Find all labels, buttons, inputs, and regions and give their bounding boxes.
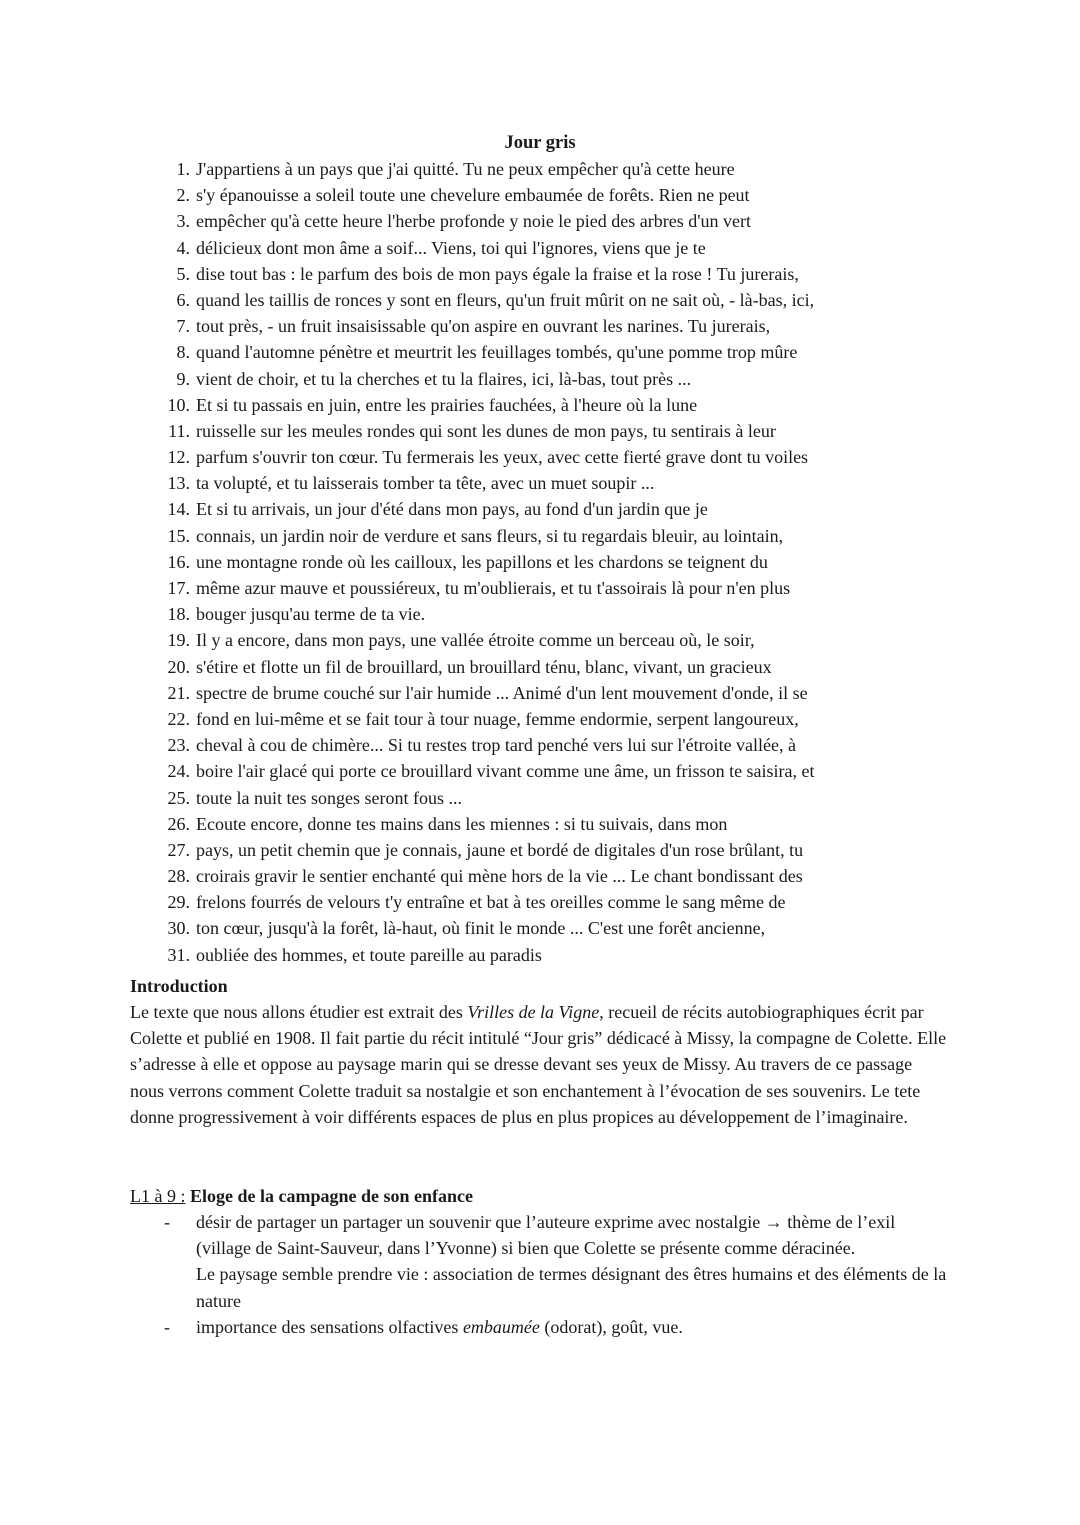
document-title: Jour gris [504, 133, 576, 153]
line-text: pays, un petit chemin que je connais, jaune et bordé de digitales d'un rose brûlant, tu [196, 839, 804, 860]
line-text: quand l'automne pénètre et meurtrit les feuillages tombés, qu'une pomme trop mûre [196, 342, 798, 363]
line-text: dise tout bas : le parfum des bois de mon pays égale la fraise et la rose ! Tu jurerais, [196, 263, 799, 284]
line-number: 10. [167, 394, 190, 415]
poem-line [150, 313, 1010, 339]
line-number: 21. [167, 682, 190, 703]
line-text: quand les taillis de ronces y sont en fleurs, qu'un fruit mûrit on ne sait où, - là-bas, ici, [196, 289, 815, 310]
poem-text [150, 156, 1010, 968]
line-text: ruisselle sur les meules rondes qui sont les dunes de mon pays, tu sentirais à leur [196, 420, 776, 441]
poem-line [150, 680, 1010, 706]
line-number: 1. [176, 159, 190, 179]
line-number: 28. [167, 866, 190, 887]
poem-line [150, 261, 1010, 287]
introduction-text-end: , recueil de récits autobiographiques écrit par Colette et publié en 1908. Il fait partie du récit intitulé “Jour gris” dédicacé à Missy, la compagne de Colette. Elle s’adresse à elle et oppose au paysage marin qui se dresse devant ses yeux de Missy. Au travers de ce passage nous verrons comment Colette traduit sa nostalgie et son enchantement à l’évocation de ses souvenirs. Le tete donne progressivement à voir différents espaces de plus en plus propices au développement de l’imaginaire. [130, 1002, 947, 1127]
line-text: Il y a encore, dans mon pays, une vallée étroite comme un berceau où, le soir, [196, 630, 755, 651]
poem-line [150, 156, 1010, 182]
poem-line [150, 601, 1010, 627]
line-number: 16. [167, 551, 190, 572]
line-text: frelons fourrés de velours t'y entraîne et bat à tes oreilles comme le sang même de [196, 892, 786, 913]
line-text: J'appartiens à un pays que j'ai quitté. Tu ne peux empêcher qu'à cette heure [196, 159, 735, 179]
poem-line [150, 366, 1010, 392]
poem-line [150, 496, 1010, 522]
line-number: 20. [167, 656, 190, 677]
line-number: 7. [176, 316, 190, 337]
line-number: 22. [167, 708, 190, 729]
section-title: Eloge de la campagne de son enfance [190, 1186, 473, 1206]
poem-line [150, 706, 1010, 732]
line-number: 11. [168, 420, 190, 441]
line-text: s'étire et flotte un fil de brouillard, un brouillard ténu, blanc, vivant, un gracieux [196, 656, 772, 677]
analysis-bullet-list [130, 1209, 950, 1340]
line-text: vient de choir, et tu la cherches et tu la flaires, ici, là-bas, tout près ... [196, 368, 692, 389]
poem-line [150, 915, 1010, 941]
line-text: tout près, - un fruit insaisissable qu'on aspire en ouvrant les narines. Tu jurerais, [196, 316, 771, 337]
line-text: fond en lui-même et se fait tour à tour nuage, femme endormie, serpent langoureux, [196, 708, 799, 729]
bullet-dash: - [164, 1212, 170, 1232]
poem-line [150, 863, 1010, 889]
line-number: 31. [167, 944, 190, 965]
line-text: Et si tu arrivais, un jour d'été dans mon pays, au fond d'un jardin que je [196, 499, 708, 520]
italic-term: embaumée [462, 1316, 540, 1337]
line-number: 9. [176, 368, 190, 389]
line-number: 23. [167, 735, 190, 756]
line-text: délicieux dont mon âme a soif... Viens, toi qui l'ignores, viens que je te [196, 237, 706, 258]
poem-line [150, 889, 1010, 915]
line-number: 15. [167, 525, 190, 546]
introduction-heading: Introduction [130, 976, 228, 996]
poem-line [150, 575, 1010, 601]
line-text: croirais gravir le sentier enchanté qui mène hors de la vie ... Le chant bondissant des [196, 866, 803, 887]
poem-line [150, 654, 1010, 680]
line-text: parfum s'ouvrir ton cœur. Tu fermerais les yeux, avec cette fierté grave dont tu voiles [196, 447, 809, 468]
line-text: ta volupté, et tu laisserais tomber ta tête, avec un muet soupir ... [196, 473, 655, 494]
introduction-text-start: Le texte que nous allons étudier est extrait des [130, 1002, 468, 1022]
poem-line [150, 549, 1010, 575]
line-number: 8. [176, 342, 190, 363]
line-text: Et si tu passais en juin, entre les prairies fauchées, à l'heure où la lune [196, 394, 698, 415]
line-number: 5. [176, 263, 190, 284]
poem-line [150, 339, 1010, 365]
line-text: toute la nuit tes songes seront fous ... [196, 787, 462, 808]
line-number: 29. [167, 892, 190, 913]
poem-line [150, 470, 1010, 496]
poem-line [150, 208, 1010, 234]
bullet-text [196, 1314, 950, 1340]
poem-line [150, 785, 1010, 811]
line-text: s'y épanouisse a soleil toute une chevelure embaumée de forêts. Rien ne peut [196, 185, 750, 206]
line-number: 27. [167, 839, 190, 860]
poem-line [150, 523, 1010, 549]
line-number: 25. [167, 787, 190, 808]
bullet-continuation: Le paysage semble prendre vie : association de termes désignant des êtres humains et des éléments de la nature [196, 1264, 947, 1311]
poem-line [150, 418, 1010, 444]
line-number: 14. [167, 499, 190, 520]
bullet-dash: - [164, 1316, 170, 1337]
introduction-paragraph [130, 999, 950, 1130]
line-number: 3. [176, 211, 190, 232]
poem-line [150, 627, 1010, 653]
line-text: même azur mauve et poussiéreux, tu m'oublierais, et tu t'assoirais là pour n'en plus [196, 578, 791, 598]
line-text: cheval à cou de chimère... Si tu restes trop tard penché vers lui sur l'étroite vallée, à [196, 735, 797, 756]
bullet-text: désir de partager un partager un souvenir que l’auteure exprime avec nostalgie → thème de l’exil (village de Saint-Sauveur, dans l’Yvonne) si bien que Colette se présente comme déracinée. [196, 1212, 896, 1259]
poem-line [150, 758, 1010, 784]
line-text: connais, un jardin noir de verdure et sans fleurs, si tu regardais bleuir, au lointain, [196, 525, 784, 546]
line-number: 18. [167, 604, 190, 625]
line-number: 13. [167, 473, 190, 494]
line-number: 6. [176, 289, 190, 310]
line-reference: L1 à 9 : [130, 1186, 186, 1206]
list-item [130, 1314, 950, 1340]
poem-line [150, 732, 1010, 758]
line-text: oubliée des hommes, et toute pareille au paradis [196, 944, 542, 965]
list-item [130, 1209, 950, 1314]
poem-line [150, 444, 1010, 470]
poem-line [150, 235, 1010, 261]
line-number: 17. [167, 578, 190, 598]
line-text: une montagne ronde où les cailloux, les papillons et les chardons se teignent du [196, 551, 768, 572]
line-text: Ecoute encore, donne tes mains dans les miennes : si tu suivais, dans mon [196, 813, 728, 834]
poem-line [150, 811, 1010, 837]
line-text: bouger jusqu'au terme de ta vie. [196, 604, 426, 625]
line-number: 12. [167, 447, 190, 468]
section-heading [130, 1183, 473, 1209]
poem-line [150, 182, 1010, 208]
line-number: 24. [167, 761, 190, 782]
bullet-text-start: importance des sensations olfactives [196, 1316, 463, 1337]
poem-line [150, 942, 1010, 968]
line-text: boire l'air glacé qui porte ce brouillard vivant comme une âme, un frisson te saisira, et [196, 761, 815, 782]
poem-line [150, 287, 1010, 313]
line-number: 30. [167, 918, 190, 939]
bullet-text-end: (odorat), goût, vue. [539, 1316, 683, 1337]
book-title: Vrilles de la Vigne [467, 1002, 600, 1022]
poem-line [150, 837, 1010, 863]
line-text: empêcher qu'à cette heure l'herbe profonde y noie le pied des arbres d'un vert [196, 211, 751, 232]
line-number: 2. [176, 185, 190, 206]
line-number: 26. [167, 813, 190, 834]
line-text: ton cœur, jusqu'à la forêt, là-haut, où finit le monde ... C'est une forêt ancienne, [196, 918, 766, 939]
line-text: spectre de brume couché sur l'air humide ... Animé d'un lent mouvement d'onde, il se [196, 682, 808, 703]
line-number: 4. [176, 237, 190, 258]
line-number: 19. [167, 630, 190, 651]
poem-line [150, 392, 1010, 418]
